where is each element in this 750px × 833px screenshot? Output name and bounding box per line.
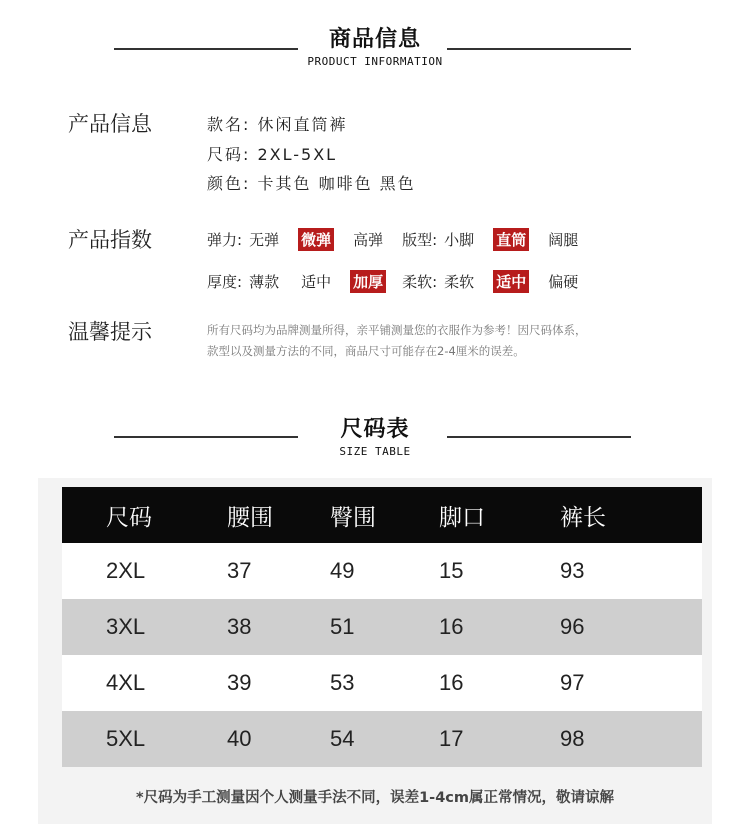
hip-cell: 51 [294, 599, 419, 655]
waist-cell: 40 [183, 711, 294, 767]
index-option: 适中 [301, 273, 332, 291]
section-subtitle: PRODUCT INFORMATION [307, 55, 443, 68]
product-info-header [0, 22, 750, 68]
hem-cell: 16 [419, 655, 530, 711]
waist-cell: 38 [183, 599, 294, 655]
index-option-selected: 适中 [493, 270, 529, 293]
index-option-selected: 加厚 [350, 270, 386, 293]
header-rule-right [447, 436, 631, 438]
index-option-selected: 直筒 [493, 228, 529, 251]
index-attribute-label: 版型: [402, 231, 438, 249]
size-table-header-row [62, 487, 702, 543]
index-option-selected: 微弹 [298, 228, 334, 251]
column-header: 脚口 [419, 487, 530, 543]
column-header: 腰围 [183, 487, 294, 543]
hip-cell: 49 [294, 543, 419, 599]
waist-cell: 37 [183, 543, 294, 599]
index-row-stretch-fit [207, 228, 597, 251]
table-row [62, 711, 702, 767]
index-option: 阔腿 [548, 231, 579, 249]
header-rule-left [114, 48, 298, 50]
index-option: 薄款 [249, 273, 280, 291]
hem-cell: 16 [419, 599, 530, 655]
size-cell: 2XL [62, 543, 183, 599]
length-cell: 96 [530, 599, 702, 655]
index-option: 小脚 [444, 231, 475, 249]
section-title: 商品信息 [328, 27, 421, 52]
size-table [62, 487, 702, 767]
tips-text: 所有尺码均为品牌测量所得，亲平铺测量您的衣服作为参考！因尺码体系，款型以及测量方法的不同，商品尺寸可能存在2-4厘米的误差。 [207, 323, 587, 358]
header-rule-left [114, 436, 298, 438]
hip-cell: 53 [294, 655, 419, 711]
column-header: 尺码 [62, 487, 183, 543]
tips-label: 温馨提示 [68, 320, 152, 344]
column-header: 裤长 [530, 487, 702, 543]
column-header: 臀围 [294, 487, 419, 543]
size-cell: 5XL [62, 711, 183, 767]
index-option: 无弹 [249, 231, 280, 249]
length-cell: 93 [530, 543, 702, 599]
measurement-note: *尺码为手工测量因个人测量手法不同，误差1-4cm属正常情况，敬请谅解 [136, 790, 614, 806]
length-cell: 98 [530, 711, 702, 767]
index-option: 偏硬 [548, 273, 579, 291]
size-range-line: 尺码: 2XL-5XL [207, 145, 338, 164]
index-option: 柔软 [444, 273, 475, 291]
size-cell: 3XL [62, 599, 183, 655]
hem-cell: 17 [419, 711, 530, 767]
size-table-header [0, 412, 750, 458]
waist-cell: 39 [183, 655, 294, 711]
index-attribute-label: 弹力: [207, 231, 243, 249]
length-cell: 97 [530, 655, 702, 711]
section-subtitle: SIZE TABLE [339, 445, 411, 458]
style-name-line: 款名: 休闲直筒裤 [207, 115, 348, 134]
index-option: 高弹 [353, 231, 384, 249]
index-row-thickness-softness [207, 270, 597, 293]
section-title: 尺码表 [340, 417, 410, 442]
table-row [62, 655, 702, 711]
index-attribute-label: 厚度: [207, 273, 243, 291]
header-rule-right [447, 48, 631, 50]
index-attribute-label: 柔软: [402, 273, 438, 291]
table-row [62, 543, 702, 599]
table-row [62, 599, 702, 655]
product-index-label: 产品指数 [68, 228, 152, 252]
color-line: 颜色: 卡其色 咖啡色 黑色 [207, 174, 416, 193]
hem-cell: 15 [419, 543, 530, 599]
hip-cell: 54 [294, 711, 419, 767]
size-cell: 4XL [62, 655, 183, 711]
product-info-label: 产品信息 [68, 112, 152, 136]
